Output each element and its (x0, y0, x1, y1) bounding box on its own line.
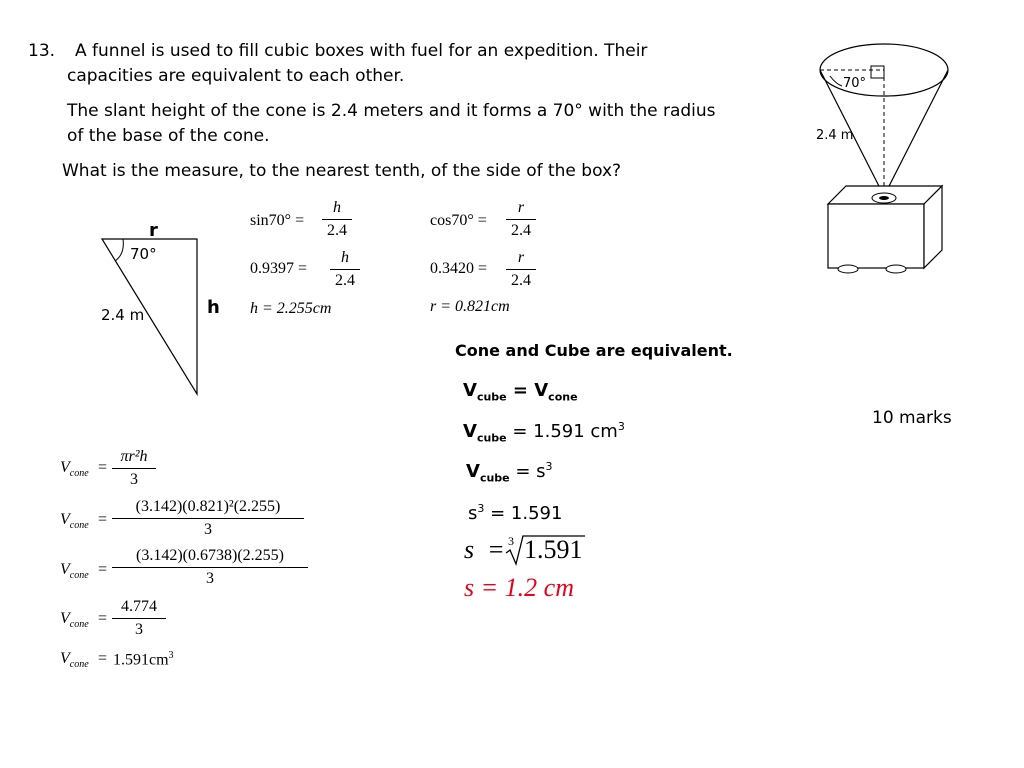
vcube-s-cubed (466, 460, 553, 485)
question-line-5: What is the measure, to the nearest tenth, of the side of the box? (62, 161, 622, 181)
cos-equation-lhs: cos70° = (430, 212, 487, 229)
cos-numerator: r (517, 199, 525, 216)
volume-result-exp: 3 (168, 650, 174, 661)
sin-numerator: h (333, 199, 341, 216)
s-var: s (468, 503, 478, 524)
vcone-v-2: V (60, 511, 70, 528)
vcube-value-text: = 1.591 cm (506, 421, 618, 442)
vcone-sub-4: cone (69, 619, 89, 631)
vcube-sub-2: cube (476, 431, 507, 445)
funnel-box-figure (800, 38, 960, 278)
cos-value-numerator: r (517, 249, 525, 266)
cos-value-denominator: 2.4 (511, 272, 531, 289)
sin-value-numerator: h (341, 249, 349, 266)
cone-slant-label: 2.4 m (816, 128, 854, 143)
volume-squared-denominator: 3 (206, 570, 214, 587)
volume-result-text: 1.591cm (113, 651, 169, 669)
volume-formula-fraction (112, 447, 156, 490)
vcone-sub: cone (69, 468, 89, 480)
question-line-2: capacities are equivalent to each other. (67, 66, 405, 86)
question-number: 13. (28, 41, 56, 61)
h-result: h = 2.255cm (250, 300, 332, 317)
cube-root-index: 3 (508, 534, 514, 548)
vcone-label-1 (60, 459, 89, 479)
vcone-sub: cone (548, 390, 578, 404)
vcone-v: = V (506, 380, 549, 401)
volume-substitution-fraction (112, 497, 304, 540)
sin-fraction (322, 198, 352, 241)
volume-product-fraction (112, 597, 166, 640)
s-exp: 3 (545, 460, 553, 473)
triangle-r-label: r (149, 220, 158, 241)
vcone-label-5 (60, 650, 89, 670)
cone-angle-label: 70° (843, 76, 867, 91)
vcube-value-exp: 3 (617, 420, 625, 433)
volume-substitution-denominator: 3 (204, 521, 212, 538)
equals-2: = (98, 511, 108, 528)
cubic-box (828, 186, 942, 273)
vcube-sub: cube (476, 390, 507, 404)
vcone-v: V (60, 459, 70, 476)
question-line-4: of the base of the cone. (67, 126, 270, 146)
vcone-v-4: V (60, 610, 70, 627)
cos-denominator: 2.4 (511, 222, 531, 239)
cube-root-radicand: 1.591 (524, 535, 583, 564)
volume-squared-fraction (112, 546, 308, 589)
sin-value-lhs: 0.9397 = (250, 260, 308, 277)
sin-value-fraction (330, 248, 360, 291)
funnel-cone (820, 44, 948, 196)
volume-formula-numerator: πr²h (120, 448, 148, 465)
equals-1: = (98, 459, 108, 476)
vcone-sub-2: cone (69, 520, 89, 532)
vcone-v-3: V (60, 561, 70, 578)
equals-4: = (98, 610, 108, 627)
equivalence-statement: Cone and Cube are equivalent. (455, 341, 733, 360)
s-cubed-value (468, 502, 562, 524)
equals-5: = (98, 650, 108, 667)
vcube-v-3: V (466, 461, 480, 482)
triangle-angle-label: 70° (130, 245, 157, 263)
vcone-label-2 (60, 511, 89, 531)
volume-formula-denominator: 3 (130, 471, 138, 488)
vcone-label-3 (60, 561, 89, 581)
vcube-v: V (463, 380, 477, 401)
vcone-sub-3: cone (69, 570, 89, 582)
vcone-sub-5: cone (69, 659, 89, 671)
vcube-value (463, 420, 625, 445)
sin-denominator: 2.4 (327, 222, 347, 239)
r-result: r = 0.821cm (430, 298, 510, 315)
vcone-label-4 (60, 610, 89, 630)
cos-value-lhs: 0.3420 = (430, 260, 488, 277)
question-line-3: The slant height of the cone is 2.4 meters and it forms a 70° with the radius (67, 101, 716, 121)
cos-value-fraction (506, 248, 536, 291)
volume-result (113, 650, 174, 669)
vcone-v-5: V (60, 650, 70, 667)
vcube-sub-3: cube (479, 471, 510, 485)
s-term: = s (509, 461, 546, 482)
equals-3: = (98, 561, 108, 578)
cube-root-lhs: s = (464, 535, 505, 564)
triangle-h-label: h (207, 297, 220, 318)
triangle-slant-label: 2.4 m (101, 306, 145, 324)
volume-product-denominator: 3 (135, 621, 143, 638)
vcube-equals-vcone (463, 380, 578, 404)
vcube-v-2: V (463, 421, 477, 442)
sin-value-denominator: 2.4 (335, 272, 355, 289)
volume-substitution-numerator: (3.142)(0.821)²(2.255) (135, 498, 281, 515)
volume-product-numerator: 4.774 (121, 598, 157, 615)
s-var-exp: 3 (477, 502, 485, 515)
s-cubed-rhs: = 1.591 (484, 503, 563, 524)
question-line-1: A funnel is used to fill cubic boxes with fuel for an expedition. Their (75, 41, 648, 61)
marks-label: 10 marks (872, 408, 952, 428)
cos-fraction (506, 198, 536, 241)
final-answer: s = 1.2 cm (464, 573, 574, 602)
volume-squared-numerator: (3.142)(0.6738)(2.255) (136, 547, 284, 564)
sin-equation-lhs: sin70° = (250, 212, 305, 229)
